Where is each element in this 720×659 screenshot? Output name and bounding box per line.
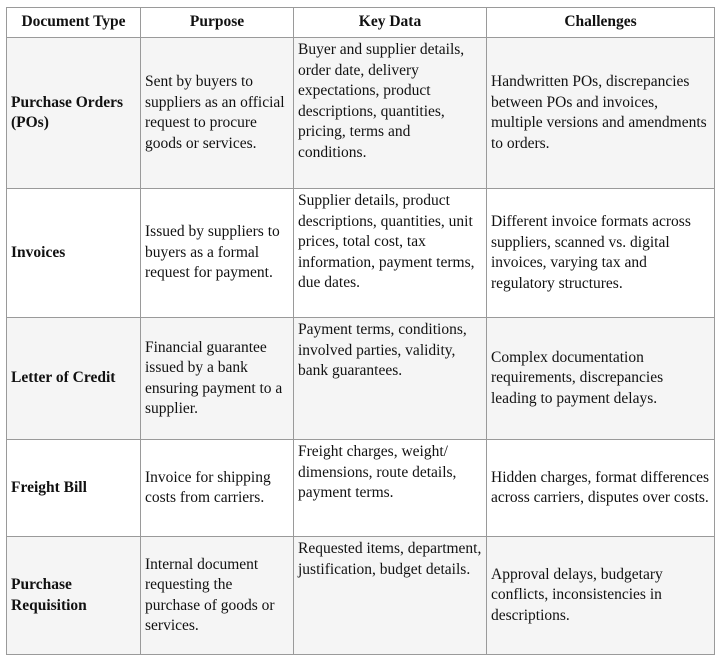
table-row (7, 537, 715, 655)
table-row (7, 189, 715, 318)
cell-purpose: Financial guarantee issued by a bank ensuring payment to a supplier. (141, 318, 294, 440)
cell-document-type: Purchase Requisition (7, 537, 141, 655)
header-key-data: Key Data (294, 8, 487, 38)
cell-document-type: Purchase Orders (POs) (7, 38, 141, 189)
header-row (7, 8, 715, 38)
cell-purpose: Invoice for shipping costs from carriers. (141, 440, 294, 537)
cell-challenges: Complex documentation requirements, discrepancies leading to payment delays. (487, 318, 715, 440)
cell-key-data: Payment terms, conditions, involved parties, validity, bank guarantees. (294, 318, 487, 440)
cell-key-data: Buyer and supplier details, order date, delivery expectations, product descriptions, quantities, pricing, terms and conditions. (294, 38, 487, 189)
table-row (7, 38, 715, 189)
cell-challenges: Different invoice formats across suppliers, scanned vs. digital invoices, varying tax and regulatory structures. (487, 189, 715, 318)
cell-document-type: Letter of Credit (7, 318, 141, 440)
cell-purpose: Internal document requesting the purchase of goods or services. (141, 537, 294, 655)
cell-challenges: Hidden charges, format differences across carriers, disputes over costs. (487, 440, 715, 537)
cell-challenges: Approval delays, budgetary conflicts, inconsistencies in descriptions. (487, 537, 715, 655)
document-types-table (6, 7, 715, 655)
cell-purpose: Sent by buyers to suppliers as an official request to procure goods or services. (141, 38, 294, 189)
cell-document-type: Invoices (7, 189, 141, 318)
header-challenges: Challenges (487, 8, 715, 38)
cell-key-data: Supplier details, product descriptions, quantities, unit prices, total cost, tax information, payment terms, due dates. (294, 189, 487, 318)
cell-key-data: Requested items, department, justification, budget details. (294, 537, 487, 655)
cell-purpose: Issued by suppliers to buyers as a formal request for payment. (141, 189, 294, 318)
cell-document-type: Freight Bill (7, 440, 141, 537)
header-purpose: Purpose (141, 8, 294, 38)
table-row (7, 318, 715, 440)
header-document-type: Document Type (7, 8, 141, 38)
table-row (7, 440, 715, 537)
cell-key-data: Freight charges, weight/ dimensions, route details, payment terms. (294, 440, 487, 537)
cell-challenges: Handwritten POs, discrepancies between POs and invoices, multiple versions and amendments to orders. (487, 38, 715, 189)
